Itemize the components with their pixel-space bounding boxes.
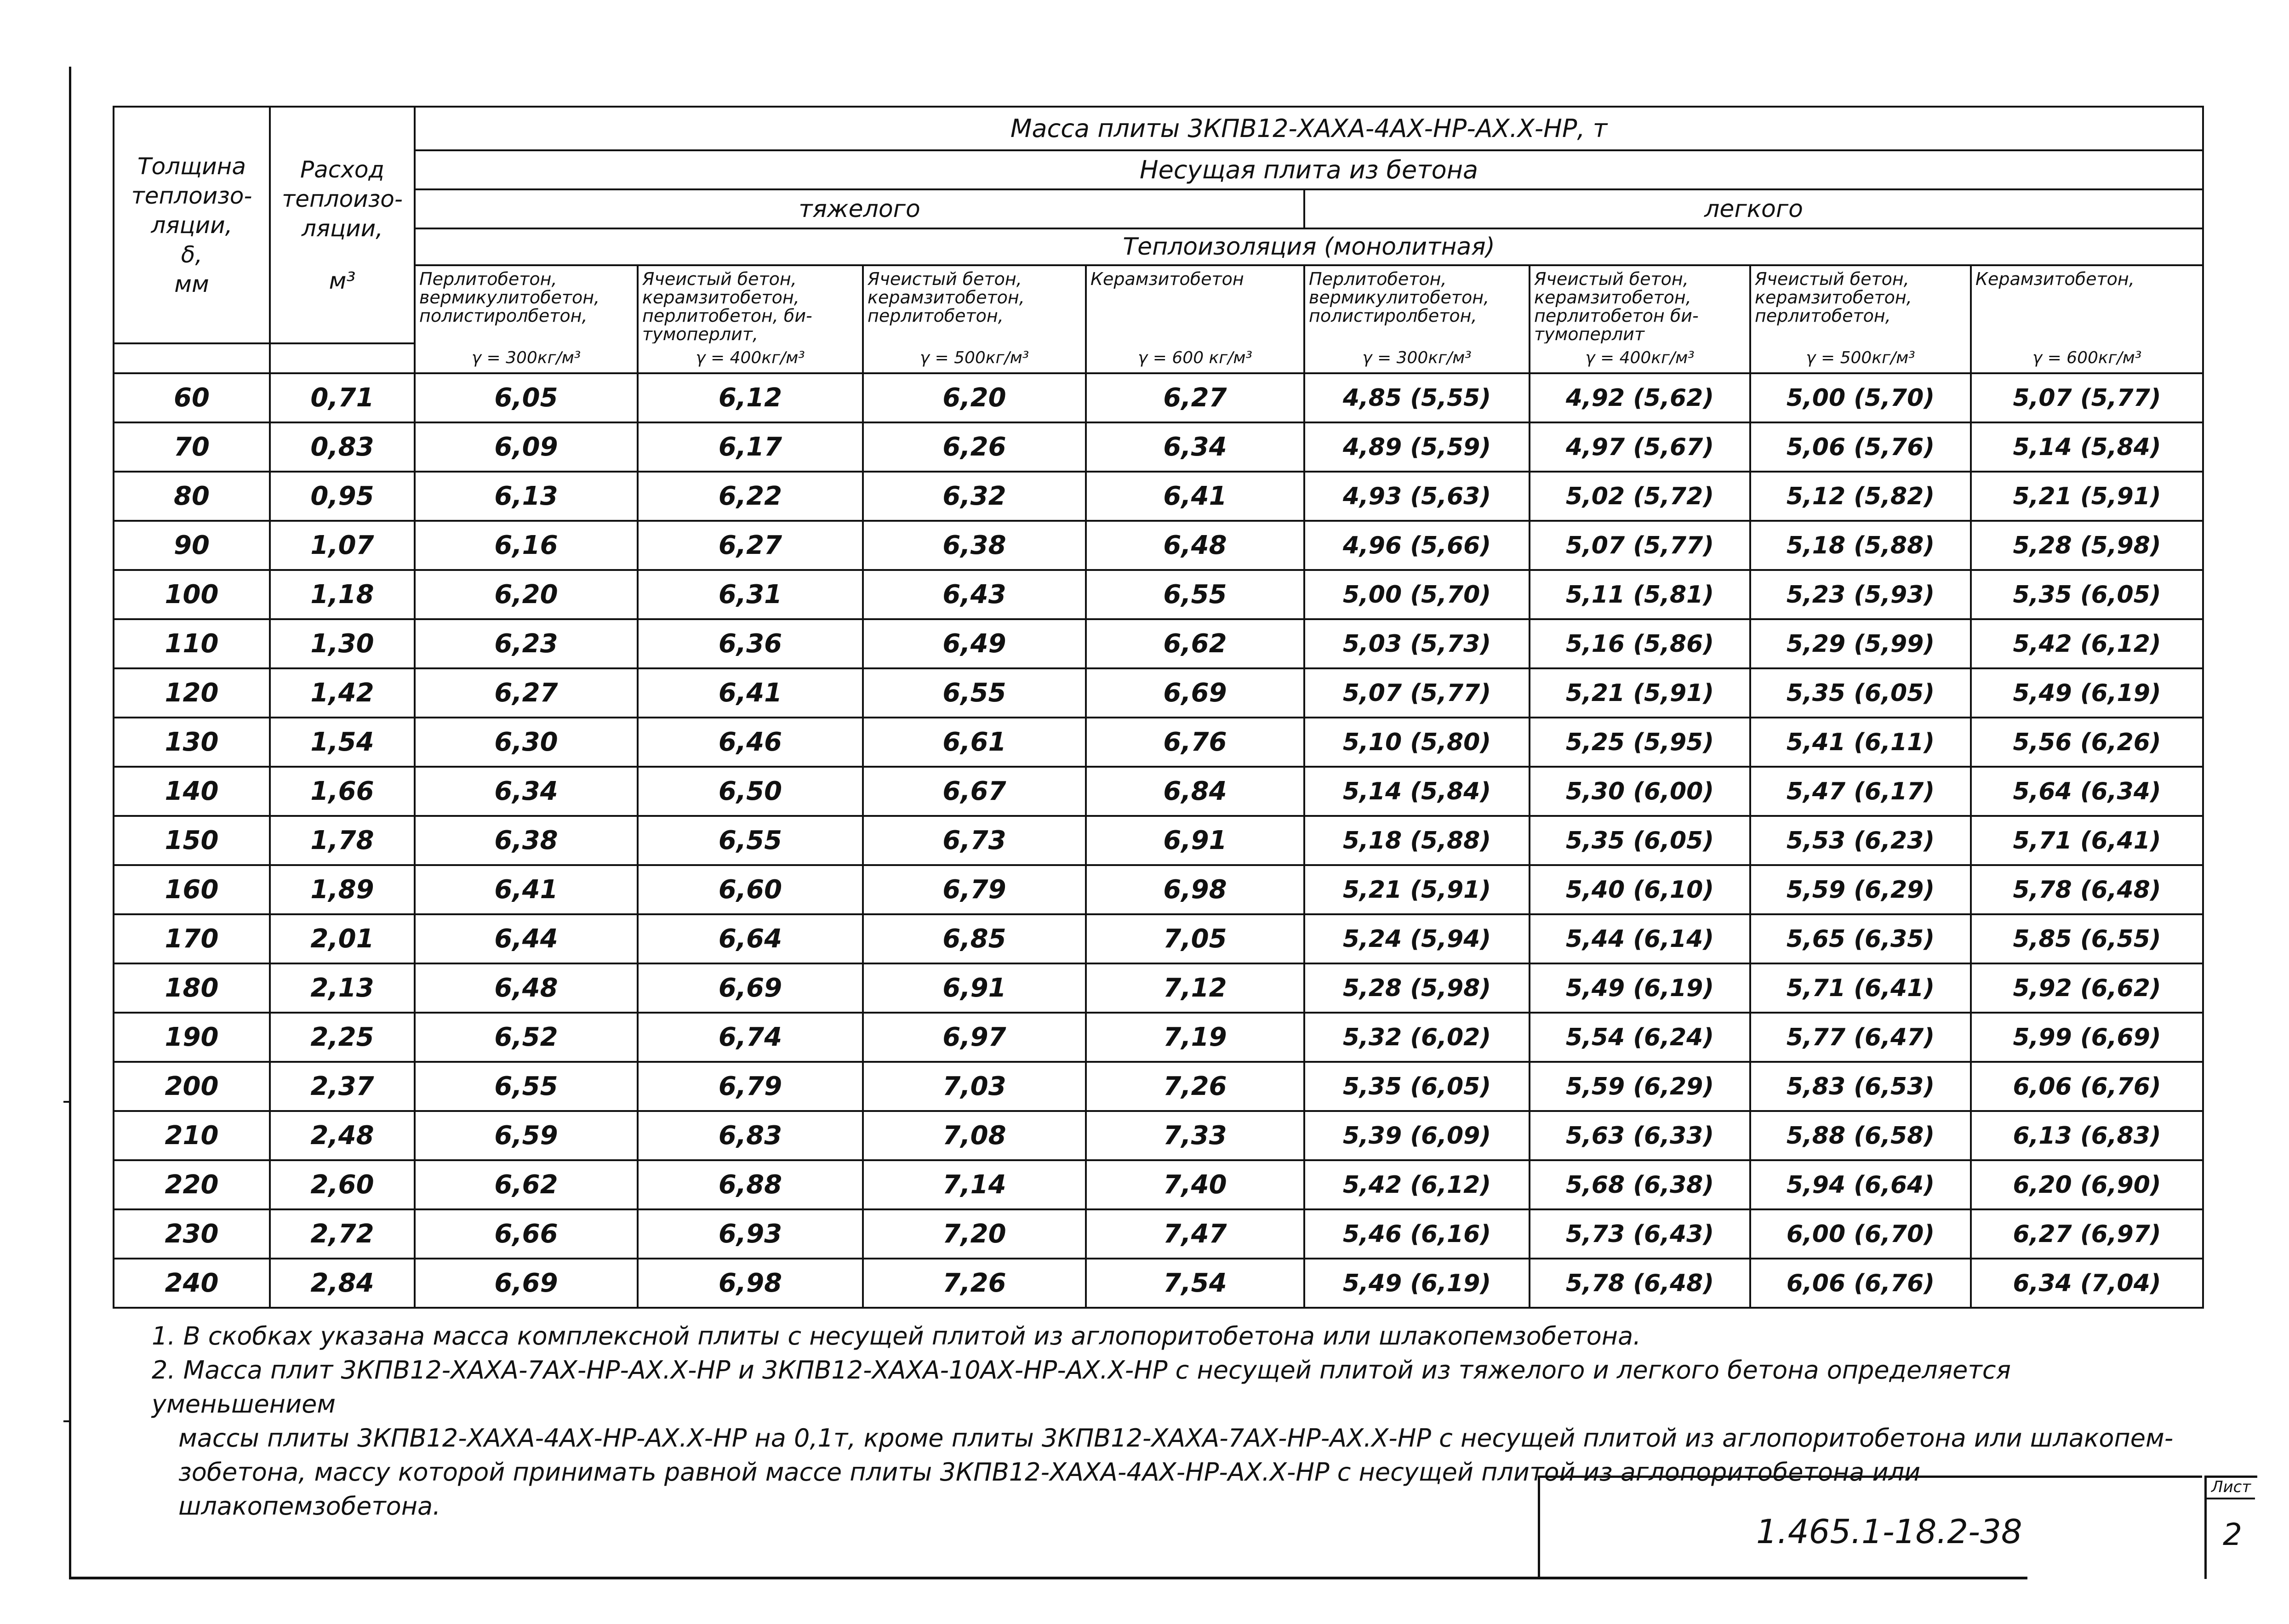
header-consumption (270, 107, 415, 343)
mass-cell: 6,16 (415, 521, 638, 570)
insulation-type-header: Ячеистый бетон, керамзитобетон, перлитобетон, (863, 265, 1086, 343)
mass-cell: 6,60 (638, 865, 863, 914)
mass-cell: 5,49 (6,19) (1530, 963, 1750, 1013)
note-1: 1. В скобках указана масса комплексной плиты с несущей плитой из аглопоритобетона или шлакопемзобетона. (152, 1322, 1641, 1350)
mass-cell: 6,74 (638, 1013, 863, 1062)
header-consumption-cont (270, 343, 415, 373)
mass-cell: 6,31 (638, 570, 863, 619)
mass-cell: 5,35 (6,05) (1530, 816, 1750, 865)
thickness-cell: 170 (114, 914, 270, 963)
header-thickness (114, 107, 270, 343)
mass-cell: 5,41 (6,11) (1750, 718, 1971, 767)
header-insulation: Теплоизоляция (монолитная) (415, 228, 2203, 265)
density-label: γ = 600 кг/м³ (1086, 343, 1304, 373)
mass-cell: 6,84 (1086, 767, 1304, 816)
mass-cell: 6,17 (638, 422, 863, 472)
mass-cell: 7,40 (1086, 1160, 1304, 1209)
mass-cell: 5,77 (6,47) (1750, 1013, 1971, 1062)
mass-cell: 5,40 (6,10) (1530, 865, 1750, 914)
frame-tick (63, 1420, 70, 1422)
mass-cell: 5,49 (6,19) (1304, 1259, 1530, 1308)
header-thickness-line: мм (174, 270, 209, 297)
mass-cell: 6,79 (638, 1062, 863, 1111)
mass-cell: 7,12 (1086, 963, 1304, 1013)
mass-cell: 5,21 (5,91) (1304, 865, 1530, 914)
mass-cell: 6,38 (415, 816, 638, 865)
table-row (114, 1259, 2203, 1308)
mass-cell: 5,78 (6,48) (1530, 1259, 1750, 1308)
mass-cell: 6,83 (638, 1111, 863, 1160)
mass-cell: 7,19 (1086, 1013, 1304, 1062)
thickness-cell: 230 (114, 1209, 270, 1259)
mass-cell: 5,54 (6,24) (1530, 1013, 1750, 1062)
table-row (114, 865, 2203, 914)
consumption-cell: 1,30 (270, 619, 415, 668)
consumption-cell: 1,54 (270, 718, 415, 767)
note-2-cont: массы плиты 3КПВ12-ХАХА-4АХ-НР-АХ.Х-НР на 0,1т, кроме плиты 3КПВ12-ХАХА-7АХ-НР-АХ.Х-НР с несущей плитой из аглопоритобетона или шлакопем- (178, 1424, 2174, 1453)
mass-cell: 7,54 (1086, 1259, 1304, 1308)
mass-cell: 5,21 (5,91) (1971, 472, 2203, 521)
mass-cell: 4,92 (5,62) (1530, 373, 1750, 422)
table-row (114, 1111, 2203, 1160)
mass-cell: 6,00 (6,70) (1750, 1209, 1971, 1259)
mass-cell: 6,79 (863, 865, 1086, 914)
mass-cell: 6,46 (638, 718, 863, 767)
mass-cell: 7,05 (1086, 914, 1304, 963)
mass-cell: 7,08 (863, 1111, 1086, 1160)
mass-cell: 6,76 (1086, 718, 1304, 767)
mass-cell: 6,50 (638, 767, 863, 816)
header-consumption-line: м³ (329, 267, 356, 294)
mass-cell: 5,63 (6,33) (1530, 1111, 1750, 1160)
thickness-cell: 80 (114, 472, 270, 521)
thickness-cell: 150 (114, 816, 270, 865)
mass-cell: 5,23 (5,93) (1750, 570, 1971, 619)
insulation-type-header: Ячеистый бетон, керамзитобетон, перлитобетон, (1750, 265, 1971, 343)
document-code: 1.465.1-18.2-38 (1756, 1512, 2022, 1551)
mass-cell: 6,41 (638, 668, 863, 718)
consumption-cell: 2,72 (270, 1209, 415, 1259)
mass-cell: 5,07 (5,77) (1304, 668, 1530, 718)
thickness-cell: 120 (114, 668, 270, 718)
table-row (114, 718, 2203, 767)
mass-cell: 5,32 (6,02) (1304, 1013, 1530, 1062)
table-row (114, 816, 2203, 865)
mass-cell: 5,71 (6,41) (1750, 963, 1971, 1013)
consumption-cell: 2,84 (270, 1259, 415, 1308)
consumption-cell: 0,83 (270, 422, 415, 472)
table-row (114, 422, 2203, 472)
thickness-cell: 100 (114, 570, 270, 619)
density-label: γ = 600кг/м³ (1971, 343, 2203, 373)
table-row (114, 521, 2203, 570)
mass-cell: 5,16 (5,86) (1530, 619, 1750, 668)
mass-cell: 6,12 (638, 373, 863, 422)
mass-cell: 5,39 (6,09) (1304, 1111, 1530, 1160)
header-heavy: тяжелого (415, 189, 1304, 228)
mass-cell: 5,10 (5,80) (1304, 718, 1530, 767)
mass-cell: 6,23 (415, 619, 638, 668)
insulation-type-header: Перлитобетон, вермикулитобетон, полистиролбетон, (415, 265, 638, 343)
mass-cell: 4,93 (5,63) (1304, 472, 1530, 521)
mass-cell: 6,27 (638, 521, 863, 570)
consumption-cell: 1,18 (270, 570, 415, 619)
thickness-cell: 160 (114, 865, 270, 914)
mass-cell: 5,07 (5,77) (1530, 521, 1750, 570)
header-consumption-line: теплоизо- (282, 185, 403, 212)
mass-cell: 6,85 (863, 914, 1086, 963)
thickness-cell: 240 (114, 1259, 270, 1308)
mass-cell: 6,27 (6,97) (1971, 1209, 2203, 1259)
consumption-cell: 1,07 (270, 521, 415, 570)
header-carrier-title: Несущая плита из бетона (415, 150, 2203, 189)
table-body (114, 373, 2203, 1308)
thickness-cell: 210 (114, 1111, 270, 1160)
table-row (114, 472, 2203, 521)
mass-cell: 5,35 (6,05) (1304, 1062, 1530, 1111)
mass-cell: 6,62 (415, 1160, 638, 1209)
insulation-type-header: Перлитобетон, вермикулитобетон, полистиролбетон, (1304, 265, 1530, 343)
insulation-type-header: Керамзитобетон (1086, 265, 1304, 343)
mass-cell: 4,97 (5,67) (1530, 422, 1750, 472)
mass-cell: 5,56 (6,26) (1971, 718, 2203, 767)
mass-cell: 5,46 (6,16) (1304, 1209, 1530, 1259)
note-2-cont: зобетона, массу которой принимать равной массе плиты 3КПВ12-ХАХА-4АХ-НР-АХ.Х-НР с несущей плитой из аглопоритобетона или (178, 1458, 1921, 1487)
mass-cell: 5,11 (5,81) (1530, 570, 1750, 619)
thickness-cell: 130 (114, 718, 270, 767)
mass-cell: 5,30 (6,00) (1530, 767, 1750, 816)
thickness-cell: 70 (114, 422, 270, 472)
mass-cell: 6,36 (638, 619, 863, 668)
mass-cell: 6,44 (415, 914, 638, 963)
mass-cell: 6,66 (415, 1209, 638, 1259)
header-thickness-line: ляции, (151, 211, 233, 239)
table-row (114, 1013, 2203, 1062)
consumption-cell: 2,25 (270, 1013, 415, 1062)
table-row (114, 619, 2203, 668)
mass-cell: 6,69 (415, 1259, 638, 1308)
mass-cell: 7,26 (1086, 1062, 1304, 1111)
mass-cell: 6,55 (638, 816, 863, 865)
mass-cell: 5,71 (6,41) (1971, 816, 2203, 865)
mass-cell: 5,25 (5,95) (1530, 718, 1750, 767)
table-row (114, 668, 2203, 718)
mass-cell: 5,73 (6,43) (1530, 1209, 1750, 1259)
mass-cell: 5,92 (6,62) (1971, 963, 2203, 1013)
thickness-cell: 180 (114, 963, 270, 1013)
mass-cell: 6,22 (638, 472, 863, 521)
mass-cell: 6,13 (6,83) (1971, 1111, 2203, 1160)
consumption-cell: 2,13 (270, 963, 415, 1013)
mass-cell: 5,14 (5,84) (1971, 422, 2203, 472)
mass-cell: 5,59 (6,29) (1750, 865, 1971, 914)
thickness-cell: 140 (114, 767, 270, 816)
mass-cell: 5,14 (5,84) (1304, 767, 1530, 816)
mass-cell: 6,49 (863, 619, 1086, 668)
header-light: легкого (1304, 189, 2203, 228)
mass-cell: 5,28 (5,98) (1304, 963, 1530, 1013)
thickness-cell: 190 (114, 1013, 270, 1062)
mass-cell: 6,41 (415, 865, 638, 914)
density-label: γ = 300кг/м³ (415, 343, 638, 373)
mass-cell: 6,67 (863, 767, 1086, 816)
mass-cell: 6,20 (415, 570, 638, 619)
mass-cell: 5,18 (5,88) (1304, 816, 1530, 865)
mass-cell: 5,29 (5,99) (1750, 619, 1971, 668)
mass-cell: 5,00 (5,70) (1750, 373, 1971, 422)
header-thickness-cont (114, 343, 270, 373)
mass-cell: 5,53 (6,23) (1750, 816, 1971, 865)
mass-cell: 5,42 (6,12) (1304, 1160, 1530, 1209)
mass-cell: 5,65 (6,35) (1750, 914, 1971, 963)
mass-cell: 6,20 (863, 373, 1086, 422)
mass-cell: 5,12 (5,82) (1750, 472, 1971, 521)
mass-cell: 6,34 (1086, 422, 1304, 472)
mass-cell: 5,18 (5,88) (1750, 521, 1971, 570)
header-thickness-line: δ, (181, 241, 203, 268)
consumption-cell: 1,66 (270, 767, 415, 816)
sheet-divider (2204, 1498, 2255, 1499)
density-label: γ = 400кг/м³ (638, 343, 863, 373)
mass-cell: 4,89 (5,59) (1304, 422, 1530, 472)
mass-cell: 6,41 (1086, 472, 1304, 521)
frame-left-border (69, 67, 71, 1579)
mass-cell: 5,06 (5,76) (1750, 422, 1971, 472)
mass-cell: 4,85 (5,55) (1304, 373, 1530, 422)
sheet-label: Лист (2211, 1478, 2251, 1496)
mass-cell: 6,48 (1086, 521, 1304, 570)
mass-cell: 6,34 (415, 767, 638, 816)
mass-cell: 6,88 (638, 1160, 863, 1209)
density-label: γ = 300кг/м³ (1304, 343, 1530, 373)
mass-cell: 6,52 (415, 1013, 638, 1062)
mass-cell: 5,64 (6,34) (1971, 767, 2203, 816)
table-row (114, 1160, 2203, 1209)
table-row (114, 963, 2203, 1013)
mass-cell: 6,98 (638, 1259, 863, 1308)
mass-cell: 5,28 (5,98) (1971, 521, 2203, 570)
table-row (114, 373, 2203, 422)
mass-cell: 6,55 (1086, 570, 1304, 619)
mass-cell: 6,55 (415, 1062, 638, 1111)
table-row (114, 570, 2203, 619)
header-thickness-line: Толщина (137, 153, 246, 180)
consumption-cell: 1,89 (270, 865, 415, 914)
mass-cell: 5,35 (6,05) (1971, 570, 2203, 619)
mass-cell: 5,00 (5,70) (1304, 570, 1530, 619)
mass-cell: 6,98 (1086, 865, 1304, 914)
mass-cell: 6,64 (638, 914, 863, 963)
insulation-type-header: Ячеистый бетон, керамзитобетон, перлитобетон би-тумоперлит (1530, 265, 1750, 343)
mass-cell: 5,02 (5,72) (1530, 472, 1750, 521)
density-label: γ = 400кг/м³ (1530, 343, 1750, 373)
mass-cell: 7,33 (1086, 1111, 1304, 1160)
mass-cell: 6,62 (1086, 619, 1304, 668)
mass-cell: 6,69 (638, 963, 863, 1013)
mass-cell: 7,26 (863, 1259, 1086, 1308)
thickness-cell: 60 (114, 373, 270, 422)
mass-cell: 5,99 (6,69) (1971, 1013, 2203, 1062)
mass-cell: 6,59 (415, 1111, 638, 1160)
mass-cell: 6,26 (863, 422, 1086, 472)
table-row (114, 767, 2203, 816)
mass-cell: 6,20 (6,90) (1971, 1160, 2203, 1209)
thickness-cell: 110 (114, 619, 270, 668)
mass-cell: 6,32 (863, 472, 1086, 521)
mass-cell: 6,73 (863, 816, 1086, 865)
mass-cell: 5,88 (6,58) (1750, 1111, 1971, 1160)
mass-cell: 5,85 (6,55) (1971, 914, 2203, 963)
mass-cell: 5,24 (5,94) (1304, 914, 1530, 963)
mass-cell: 5,68 (6,38) (1530, 1160, 1750, 1209)
consumption-cell: 2,48 (270, 1111, 415, 1160)
mass-cell: 6,05 (415, 373, 638, 422)
consumption-cell: 1,78 (270, 816, 415, 865)
mass-cell: 5,94 (6,64) (1750, 1160, 1971, 1209)
mass-cell: 5,49 (6,19) (1971, 668, 2203, 718)
note-2: 2. Масса плит 3КПВ12-ХАХА-7АХ-НР-АХ.Х-НР и 3КПВ12-ХАХА-10АХ-НР-АХ.Х-НР с несущей плитой из тяжелого и легкого бетона определяется уменьшением (152, 1356, 2011, 1419)
header-consumption-line: ляции, (302, 215, 383, 242)
header-consumption-line: Расход (300, 156, 385, 183)
density-label: γ = 500кг/м³ (1750, 343, 1971, 373)
mass-cell: 6,06 (6,76) (1750, 1259, 1971, 1308)
mass-cell: 6,30 (415, 718, 638, 767)
mass-cell: 5,83 (6,53) (1750, 1062, 1971, 1111)
header-mass-title: Масса плиты 3КПВ12-ХАХА-4АХ-НР-АХ.Х-НР, т (415, 107, 2203, 150)
mass-cell: 6,06 (6,76) (1971, 1062, 2203, 1111)
frame-tick (63, 1101, 70, 1103)
thickness-cell: 90 (114, 521, 270, 570)
mass-cell: 6,91 (863, 963, 1086, 1013)
thickness-cell: 220 (114, 1160, 270, 1209)
mass-cell: 4,96 (5,66) (1304, 521, 1530, 570)
table-row (114, 1062, 2203, 1111)
mass-cell: 6,55 (863, 668, 1086, 718)
mass-table (113, 106, 2204, 1309)
mass-cell: 5,03 (5,73) (1304, 619, 1530, 668)
mass-cell: 7,14 (863, 1160, 1086, 1209)
density-label: γ = 500кг/м³ (863, 343, 1086, 373)
mass-cell: 6,61 (863, 718, 1086, 767)
consumption-cell: 1,42 (270, 668, 415, 718)
consumption-cell: 2,01 (270, 914, 415, 963)
mass-cell: 5,59 (6,29) (1530, 1062, 1750, 1111)
mass-cell: 6,43 (863, 570, 1086, 619)
mass-cell: 7,47 (1086, 1209, 1304, 1259)
mass-cell: 6,97 (863, 1013, 1086, 1062)
mass-cell: 6,69 (1086, 668, 1304, 718)
mass-cell: 5,35 (6,05) (1750, 668, 1971, 718)
mass-cell: 5,47 (6,17) (1750, 767, 1971, 816)
mass-cell: 5,42 (6,12) (1971, 619, 2203, 668)
mass-cell: 6,91 (1086, 816, 1304, 865)
note-2-cont: шлакопемзобетона. (178, 1492, 441, 1521)
mass-cell: 6,13 (415, 472, 638, 521)
mass-cell: 5,07 (5,77) (1971, 373, 2203, 422)
mass-cell: 7,03 (863, 1062, 1086, 1111)
mass-cell: 5,44 (6,14) (1530, 914, 1750, 963)
mass-cell: 6,93 (638, 1209, 863, 1259)
mass-cell: 6,27 (415, 668, 638, 718)
mass-cell: 7,20 (863, 1209, 1086, 1259)
insulation-type-header: Керамзитобетон, (1971, 265, 2203, 343)
mass-cell: 6,48 (415, 963, 638, 1013)
mass-cell: 6,27 (1086, 373, 1304, 422)
header-thickness-line: теплоизо- (131, 182, 252, 209)
consumption-cell: 2,37 (270, 1062, 415, 1111)
thickness-cell: 200 (114, 1062, 270, 1111)
consumption-cell: 0,71 (270, 373, 415, 422)
sheet-number: 2 (2223, 1517, 2242, 1552)
mass-cell: 5,21 (5,91) (1530, 668, 1750, 718)
insulation-type-header: Ячеистый бетон, керамзитобетон, перлитобетон, би-тумоперлит, (638, 265, 863, 343)
consumption-cell: 2,60 (270, 1160, 415, 1209)
mass-cell: 6,34 (7,04) (1971, 1259, 2203, 1308)
table-row (114, 1209, 2203, 1259)
consumption-cell: 0,95 (270, 472, 415, 521)
mass-cell: 6,38 (863, 521, 1086, 570)
mass-cell: 6,09 (415, 422, 638, 472)
table-row (114, 914, 2203, 963)
mass-cell: 5,78 (6,48) (1971, 865, 2203, 914)
